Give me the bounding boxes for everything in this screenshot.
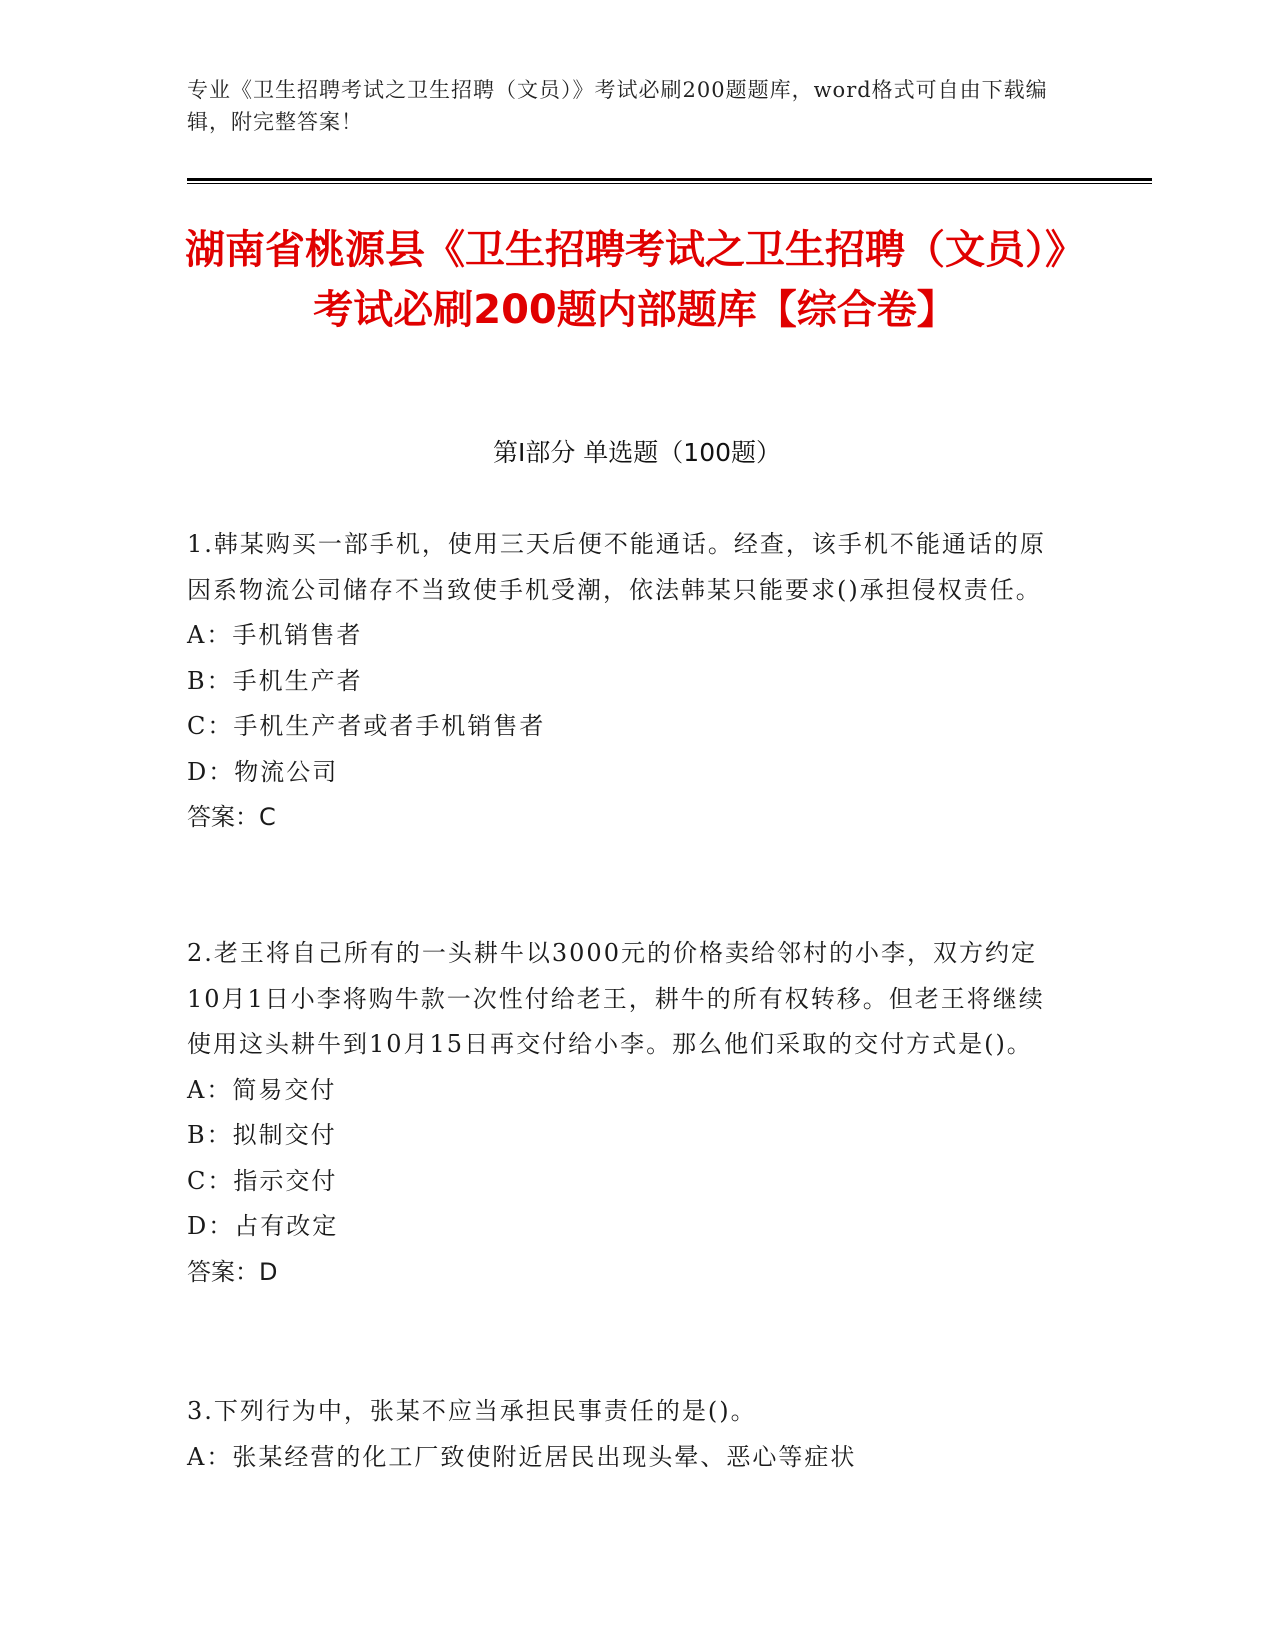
option-d: D：占有改定 <box>187 1212 339 1240</box>
option-a: A：手机销售者 <box>187 621 363 649</box>
document-title: 湖南省桃源县《卫生招聘考试之卫生招聘（文员）》考试必刷200题内部题库【综合卷】 <box>185 227 1085 333</box>
option-c: C：指示交付 <box>187 1166 338 1195</box>
question-stem: 3.下列行为中，张某不应当承担民事责任的是()。 <box>187 1397 757 1425</box>
option-a: A：张某经营的化工厂致使附近居民出现头晕、恶心等症状 <box>187 1442 857 1471</box>
option-b: B：手机生产者 <box>187 666 363 695</box>
question-stem: 2.老王将自己所有的一头耕牛以3000元的价格卖给邻村的小李，双方约定10月1日小李将购牛款一次性付给老王，耕牛的所有权转移。但老王将继续使用这头耕牛到10月15日再交付给小李。那么他们采取的交付方式是()。 <box>187 939 1045 1058</box>
question-stem: 1.韩某购买一部手机，使用三天后便不能通话。经查，该手机不能通话的原因系物流公司储存不当致使手机受潮，依法韩某只能要求()承担侵权责任。 <box>187 530 1046 604</box>
header-note: 专业《卫生招聘考试之卫生招聘（文员）》考试必刷200题题库，word格式可自由下载编辑，附完整答案！ <box>187 78 1048 134</box>
option-c: C：手机生产者或者手机销售者 <box>187 712 546 740</box>
option-a: A：简易交付 <box>187 1075 337 1104</box>
question-3 <box>187 1389 1067 1480</box>
header-divider-thin <box>187 183 1152 184</box>
section-title: 第Ⅰ部分 单选题（100题） <box>492 438 782 467</box>
header-divider-thick <box>187 178 1152 181</box>
option-d: D：物流公司 <box>187 757 339 786</box>
question-1 <box>187 522 1067 841</box>
question-2 <box>187 931 1067 1295</box>
answer: 答案：D <box>187 1257 278 1286</box>
answer: 答案：C <box>187 803 276 831</box>
option-b: B：拟制交付 <box>187 1121 337 1149</box>
